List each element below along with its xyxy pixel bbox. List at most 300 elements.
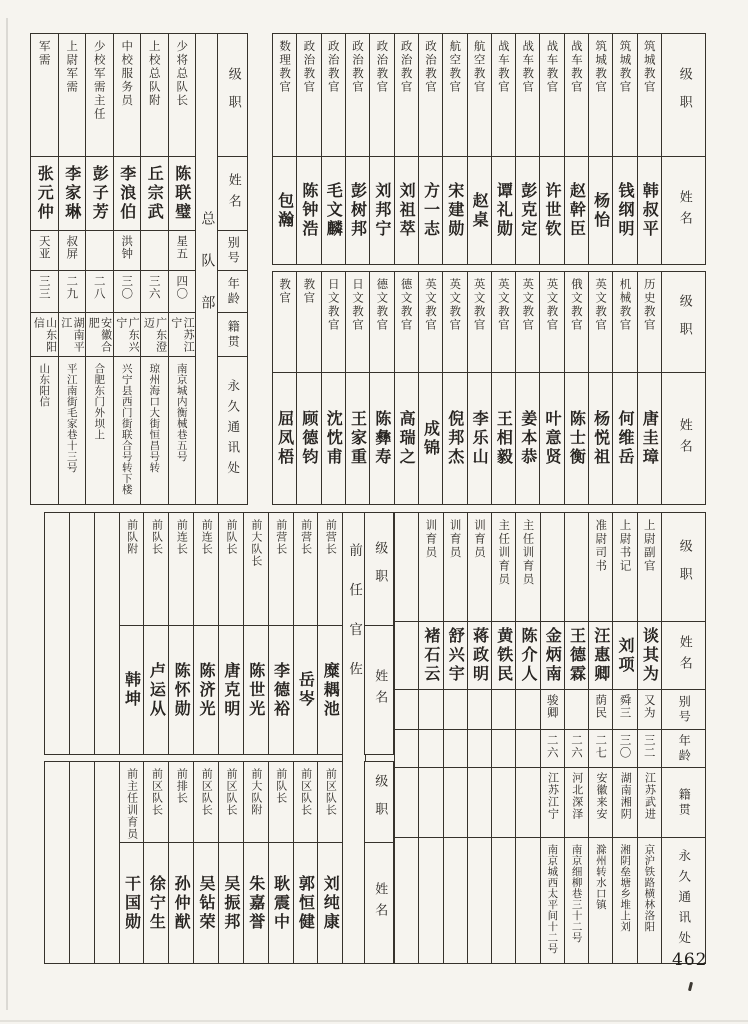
cell-address	[419, 837, 442, 963]
table-column	[612, 34, 636, 264]
cell-role	[540, 272, 563, 372]
table-column	[394, 272, 418, 504]
role-text: 教官	[302, 278, 317, 305]
name-text: 蒋政明	[470, 627, 490, 684]
name-text: 许世钦	[543, 182, 563, 239]
origin-text: 江苏武进	[643, 772, 657, 820]
table-column	[218, 762, 243, 963]
table-column	[491, 513, 515, 963]
name-text: 刘纯康	[321, 874, 341, 932]
address-text: 合肥东门外坝上	[93, 363, 106, 440]
header-name: 姓名	[365, 625, 393, 754]
cell-address	[395, 837, 418, 963]
cell-name	[589, 621, 612, 689]
blank-cell	[70, 762, 94, 963]
name-text: 赵桌	[470, 191, 490, 230]
origin-text: 江苏江宁	[169, 317, 195, 353]
top-table	[30, 33, 706, 505]
role-text: 前区队长	[150, 768, 164, 816]
cell-role	[86, 34, 113, 156]
header-name: 姓名	[662, 372, 705, 504]
cell-role	[565, 513, 588, 621]
page-gutter-shadow	[6, 18, 8, 1010]
role-text: 上尉军需	[65, 40, 80, 94]
cell-role	[492, 34, 515, 156]
cell-role	[59, 34, 86, 156]
cell-address	[492, 837, 515, 963]
name-text: 卢运从	[147, 661, 167, 719]
blank-cell	[70, 513, 94, 754]
table-column	[143, 513, 168, 754]
name-text: 岳岑	[296, 671, 316, 709]
table-column	[564, 34, 588, 264]
cell-role	[144, 513, 168, 625]
cell-name	[516, 621, 539, 689]
role-text: 上尉书记	[618, 519, 633, 573]
role-text: 航空教官	[448, 40, 463, 94]
name-text: 陈怀勋	[172, 661, 192, 719]
name-text: 陈济光	[197, 661, 216, 719]
address-text: 京沪铁路横林洛阳	[643, 844, 656, 932]
cell-alias	[31, 230, 58, 270]
role-text: 少将总队长	[175, 40, 190, 108]
table-column	[442, 34, 466, 264]
name-text: 王相毅	[494, 410, 514, 467]
address-text: 南京城西太平间十二号	[546, 844, 559, 954]
cell-name	[444, 621, 467, 689]
cell-name	[269, 842, 293, 963]
origin-text: 江苏江宁	[546, 772, 560, 820]
cell-name	[589, 156, 612, 264]
table-column	[491, 34, 515, 264]
table-column	[273, 34, 296, 264]
role-text: 训育员	[424, 519, 439, 560]
row-header-column	[364, 761, 394, 964]
cell-name	[540, 156, 563, 264]
cell-name	[638, 156, 661, 264]
cell-name	[194, 625, 218, 754]
cell-age	[589, 729, 612, 767]
role-text: 训育员	[448, 519, 463, 560]
name-text: 刘邦宁	[372, 182, 392, 239]
role-text: 前队长	[225, 519, 239, 555]
cell-role	[516, 513, 539, 621]
table-column	[540, 513, 564, 963]
name-text: 陈士衡	[567, 410, 587, 467]
table-column	[296, 272, 320, 504]
cell-alias	[589, 689, 612, 729]
table-column	[69, 513, 94, 754]
cell-address	[444, 837, 467, 963]
instructor-band-1	[272, 33, 706, 265]
role-text: 前营长	[299, 519, 313, 555]
cell-alias	[169, 230, 196, 270]
page-number: 462	[672, 950, 708, 970]
alias-text: 骏卿	[545, 694, 560, 719]
cell-age	[492, 729, 515, 767]
name-text: 谭礼勋	[494, 182, 514, 239]
headquarters-columns	[31, 34, 195, 504]
cell-name	[194, 842, 218, 963]
age-text: 三三	[37, 275, 52, 300]
cell-role	[565, 34, 588, 156]
role-text: 前主任训育员	[125, 768, 139, 840]
table-column	[612, 272, 636, 504]
cell-role	[395, 513, 418, 621]
former-officers-band-1	[44, 512, 343, 755]
cell-origin	[613, 767, 636, 837]
table-column	[45, 762, 69, 963]
header-address: 永久通讯处	[662, 837, 705, 963]
alias-text: 星五	[175, 235, 190, 260]
header-rank: 级职	[676, 294, 692, 350]
age-text: 二九	[65, 275, 80, 300]
cell-role	[219, 513, 243, 625]
name-text: 彭克定	[518, 182, 538, 239]
cell-age	[59, 270, 86, 312]
cell-role	[638, 513, 661, 621]
table-column	[193, 513, 218, 754]
cell-origin	[31, 312, 58, 356]
cell-name	[419, 156, 442, 264]
former-officers-band-2	[44, 761, 343, 964]
cell-role	[120, 513, 144, 625]
cell-age	[613, 729, 636, 767]
alias-text: 又为	[642, 694, 657, 719]
cell-role	[31, 34, 58, 156]
name-text: 屈凤梧	[275, 410, 295, 467]
cell-origin	[114, 312, 141, 356]
cell-name	[273, 372, 296, 504]
cell-origin	[468, 767, 491, 837]
row-header-column	[364, 512, 394, 755]
name-text: 杨悦祖	[591, 410, 611, 467]
cell-role	[589, 272, 612, 372]
origin-text: 山东阳信	[32, 317, 58, 353]
age-text: 三〇	[120, 275, 135, 300]
name-text: 宋建勋	[445, 182, 465, 239]
role-text: 教官	[278, 278, 293, 305]
cell-address	[468, 837, 491, 963]
origin-text: 河北深泽	[570, 772, 584, 820]
name-text: 唐克明	[221, 661, 241, 719]
name-text: 唐圭璋	[640, 410, 660, 467]
role-text: 前区队长	[299, 768, 313, 816]
cell-name	[638, 621, 661, 689]
cell-age	[468, 729, 491, 767]
name-text: 彭子芳	[90, 165, 110, 222]
cell-name	[318, 625, 342, 754]
cell-name	[318, 842, 342, 963]
role-text: 英文教官	[448, 278, 463, 332]
name-text: 叶意贤	[543, 410, 563, 467]
cell-role	[443, 34, 466, 156]
cell-role	[269, 762, 293, 842]
row-header-column	[661, 513, 705, 963]
role-text: 主任训育员	[521, 519, 536, 587]
table-column	[418, 34, 442, 264]
cell-name	[492, 621, 515, 689]
section-title-zongduibu: 总队部	[195, 34, 217, 504]
table-column	[637, 513, 661, 963]
cell-role	[269, 513, 293, 625]
cell-origin	[444, 767, 467, 837]
name-text: 黄铁民	[494, 627, 514, 684]
cell-role	[194, 513, 218, 625]
cell-role	[244, 513, 268, 625]
table-column	[345, 34, 369, 264]
cell-name	[169, 842, 193, 963]
name-text: 陈介人	[518, 627, 538, 684]
cell-origin	[565, 767, 588, 837]
cell-name	[516, 372, 539, 504]
cell-name	[395, 156, 418, 264]
cell-origin	[638, 767, 661, 837]
table-column	[45, 513, 69, 754]
name-text: 李家琳	[62, 165, 82, 222]
origin-text: 安徽合肥	[87, 317, 113, 353]
role-text: 前队附	[125, 519, 139, 555]
former-officers-columns	[44, 512, 343, 964]
table-column	[637, 272, 661, 504]
cell-role	[613, 272, 636, 372]
cell-name	[492, 372, 515, 504]
cell-name	[613, 156, 636, 264]
cell-name	[468, 621, 491, 689]
role-text: 机械教官	[618, 278, 633, 332]
name-text: 王家重	[348, 410, 368, 467]
role-text: 前大队附	[249, 768, 263, 816]
alias-text: 叔屏	[65, 235, 80, 260]
header-age: 年龄	[218, 270, 247, 312]
name-text: 包瀚	[275, 191, 295, 230]
cell-role	[589, 34, 612, 156]
cell-age	[638, 729, 661, 767]
cell-role	[395, 272, 418, 372]
role-text: 德文教官	[399, 278, 414, 332]
cell-name	[613, 621, 636, 689]
age-text: 三〇	[618, 734, 633, 759]
role-text: 少校军需主任	[92, 40, 107, 121]
table-column	[443, 513, 467, 963]
table-column	[317, 762, 342, 963]
cell-name	[86, 156, 113, 230]
cell-role	[613, 513, 636, 621]
role-text: 中校服务员	[120, 40, 135, 108]
cell-age	[31, 270, 58, 312]
cell-role	[468, 513, 491, 621]
cell-role	[638, 34, 661, 156]
table-column	[369, 34, 393, 264]
role-text: 英文教官	[521, 278, 536, 332]
staff-columns	[395, 513, 661, 963]
header-rank: 级职	[676, 67, 692, 123]
name-text: 方一志	[421, 182, 441, 239]
cell-role	[419, 272, 442, 372]
blank-cell	[45, 762, 69, 963]
name-text: 朱嘉誉	[246, 874, 266, 932]
blank-cell	[95, 762, 119, 963]
header-age: 年龄	[662, 729, 705, 767]
cell-role	[194, 762, 218, 842]
role-text: 数理教官	[278, 40, 293, 94]
name-text: 吴振邦	[221, 874, 241, 932]
address-text: 南京细柳巷三十二号	[570, 844, 583, 943]
role-text: 政治教官	[302, 40, 317, 94]
name-text: 李德裕	[271, 661, 291, 719]
cell-alias	[541, 689, 564, 729]
table-column	[345, 272, 369, 504]
table-column	[94, 762, 119, 963]
name-text: 金炳南	[543, 627, 563, 684]
table-column	[168, 762, 193, 963]
table-column	[418, 272, 442, 504]
age-text: 二六	[545, 734, 560, 759]
cell-role	[541, 513, 564, 621]
cell-alias	[613, 689, 636, 729]
role-text: 战车教官	[569, 40, 584, 94]
cell-role	[492, 513, 515, 621]
name-text: 谈其为	[640, 627, 660, 684]
age-text: 四〇	[175, 275, 190, 300]
name-text: 徐宁生	[147, 874, 167, 932]
table-column	[94, 513, 119, 754]
table-column	[273, 272, 296, 504]
name-text: 干国勋	[122, 874, 142, 932]
cell-role	[120, 762, 144, 842]
row-header-column	[217, 34, 247, 504]
name-text: 陈彝寿	[372, 410, 392, 467]
cell-age	[141, 270, 168, 312]
role-text: 德文教官	[375, 278, 390, 332]
name-text: 刘项	[616, 636, 636, 675]
age-text: 三六	[147, 275, 162, 300]
origin-text: 湖南平江	[59, 317, 85, 353]
table-column	[119, 513, 144, 754]
role-text: 前连长	[175, 519, 189, 555]
cell-age	[516, 729, 539, 767]
former-columns-1	[45, 513, 342, 754]
cell-alias	[638, 689, 661, 729]
cell-name	[638, 372, 661, 504]
name-text: 钱纲明	[615, 182, 635, 239]
address-text: 平江南街毛家巷十三号	[65, 363, 78, 473]
section-title-former-officers: 前任官佐	[342, 512, 366, 964]
cell-role	[297, 272, 320, 372]
header-name: 姓名	[365, 842, 393, 963]
cell-address	[516, 837, 539, 963]
age-text: 二七	[594, 734, 609, 759]
cell-role	[565, 272, 588, 372]
table-column	[293, 513, 318, 754]
cell-role	[273, 272, 296, 372]
name-text: 韩坤	[122, 671, 142, 709]
header-origin: 籍贯	[662, 767, 705, 837]
cell-name	[144, 625, 168, 754]
cell-origin	[516, 767, 539, 837]
cell-role	[492, 272, 515, 372]
table-column	[418, 513, 442, 963]
address-text: 兴宁县西门街联合号转下楼	[120, 363, 133, 495]
cell-alias	[419, 689, 442, 729]
cell-address	[169, 356, 196, 504]
instructor-band-2	[272, 271, 706, 505]
table-column	[515, 272, 539, 504]
cell-name	[273, 156, 296, 264]
cell-alias	[141, 230, 168, 270]
cell-name	[492, 156, 515, 264]
cell-age	[395, 729, 418, 767]
row-header-column	[661, 34, 705, 264]
row-header-column	[661, 272, 705, 504]
origin-text: 湖南湘阴	[619, 772, 633, 820]
table-column	[588, 272, 612, 504]
cell-name	[565, 372, 588, 504]
name-text: 陈世光	[246, 661, 266, 719]
name-text: 杨怡	[591, 191, 611, 230]
cell-origin	[169, 312, 196, 356]
role-text: 上尉副官	[642, 519, 657, 573]
role-text: 航空教官	[472, 40, 487, 94]
table-column	[564, 272, 588, 504]
cell-role	[322, 272, 345, 372]
cell-role	[516, 34, 539, 156]
header-name: 姓名	[662, 156, 705, 264]
cell-name	[141, 156, 168, 230]
cell-role	[613, 34, 636, 156]
name-text: 李浪伯	[117, 165, 137, 222]
cell-role	[346, 272, 369, 372]
role-text: 政治教官	[375, 40, 390, 94]
role-text: 日文教官	[326, 278, 341, 332]
cell-name	[468, 372, 491, 504]
address-text: 湘阴垒塘乡堆上刘	[619, 844, 632, 932]
cell-role	[443, 272, 466, 372]
former-officers-section	[44, 512, 394, 964]
name-text: 陈钟浩	[299, 182, 319, 239]
table-column	[442, 272, 466, 504]
name-text: 王德霖	[567, 627, 587, 684]
cell-alias	[59, 230, 86, 270]
age-text: 二六	[570, 734, 584, 759]
cell-role	[638, 272, 661, 372]
table-column	[369, 272, 393, 504]
role-text: 前区队长	[200, 768, 214, 816]
name-text: 姜本恭	[518, 410, 538, 467]
role-text: 筑城教官	[594, 40, 609, 94]
role-text: 前排长	[175, 768, 189, 804]
role-text: 上校总队附	[147, 40, 162, 108]
role-text: 前队长	[274, 768, 288, 804]
table-column	[515, 513, 539, 963]
role-text: 前队长	[150, 519, 164, 555]
cell-name	[370, 372, 393, 504]
table-column	[612, 513, 636, 963]
role-text: 政治教官	[351, 40, 366, 94]
table-column	[395, 513, 418, 963]
header-alias: 别号	[218, 230, 247, 270]
staff-section	[394, 512, 706, 964]
role-text: 政治教官	[326, 40, 341, 94]
name-text: 耿震中	[271, 874, 291, 932]
cell-role	[589, 513, 612, 621]
cell-role	[294, 762, 318, 842]
address-text: 琼州海口大街恒昌号转	[148, 363, 161, 473]
role-text: 前大队长	[249, 519, 263, 567]
role-text: 俄文教官	[569, 278, 584, 332]
table-column	[321, 272, 345, 504]
header-origin: 籍贯	[218, 312, 247, 356]
